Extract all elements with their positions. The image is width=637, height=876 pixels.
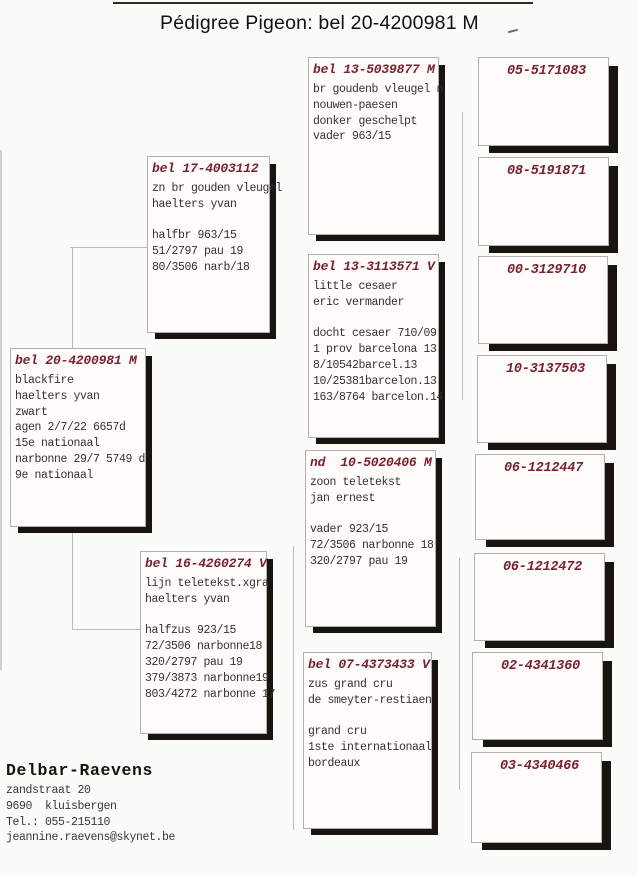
ring-number: bel 13-3113571 V [313,259,435,274]
pedigree-text-line: 72/3506 narbonne18 [145,640,263,654]
dam-card [140,551,276,734]
pedigree-text-line: haelters yvan [15,389,100,403]
ring-number: bel 17-4003112 [152,161,259,176]
pedigree-text-line: little cesaer [313,280,398,293]
pedigree-text-line: nouwen-paesen [313,98,398,112]
great-grandparent-card-1 [478,57,609,146]
great-grandparent-card-4 [477,355,607,443]
pedigree-text-line: haelters yvan [145,592,230,606]
pedigree-text-line: zus grand cru [308,678,393,691]
pedigree-text-line [310,507,432,523]
grandparent-card-4 [303,652,432,829]
connector-line [462,112,463,400]
ring-number: 06-1212447 [504,461,584,476]
great-grandparent-card-2 [478,157,609,246]
ring-number: bel 20-4200981 M [15,353,137,368]
breeder-email: jeannine.raevens@skynet.be [6,831,176,845]
connector-line [293,546,294,830]
breeder-address-line: zandstraat 20 [6,784,91,797]
scan-artifact [0,150,2,670]
page-title: Pédigree Pigeon: bel 20-4200981 M [160,12,479,34]
pedigree-text-line: jan ernest [310,491,376,505]
pedigree-text-line: 80/3506 narb/18 [152,260,250,274]
pedigree-text-line: de smeyter-restiaen [308,693,432,707]
pedigree-text-line: haelters yvan [152,197,237,211]
pedigree-text-line: grand cru [308,725,367,739]
pedigree-text-line: br goudenb vleugel n [313,83,444,96]
grandparent-card-3 [305,450,436,627]
pedigree-text-line: 10/25381barcelon.13 [313,374,437,388]
great-grandparent-card-8 [471,752,602,843]
connector-line [72,629,140,630]
pedigree-text-line: halfzus 923/15 [145,624,237,638]
pedigree-text-line: 320/2797 pau 19 [310,554,408,568]
ring-number: 03-4340466 [500,759,580,774]
pedigree-text-line: zoon teletekst [310,476,402,489]
subject-card [10,348,146,527]
great-grandparent-card-6 [474,553,605,641]
ring-number: 08-5191871 [507,164,587,179]
pedigree-text-line: bordeaux [308,756,361,770]
pedigree-text-line [145,608,263,624]
pedigree-text-line: zn br gouden vleugel [152,182,283,195]
ring-number: bel 16-4260274 V [145,556,267,571]
scan-artifact [113,2,533,4]
ring-number: 02-4341360 [501,659,581,674]
pedigree-text-line: 72/3506 narbonne 18 [310,539,434,553]
breeder-name: Delbar-Raevens [6,761,154,780]
pedigree-text-line: 1ste internationaal [308,741,432,755]
ring-number: 00-3129710 [507,263,587,278]
breeder-address-line: 9690 kluisbergen [6,799,117,813]
pedigree-text-line: donker geschelpt [313,114,418,128]
great-grandparent-card-7 [472,652,603,740]
pedigree-text-line: 163/8764 barcelon.14 [313,390,444,404]
breeder-info [6,761,175,846]
pedigree-text-line: agen 2/7/22 6657d [15,421,126,435]
pedigree-text-line: narbonne 29/7 5749 d [15,452,146,466]
connector-line [70,247,147,248]
ring-number: 10-3137503 [506,362,586,377]
ring-number: bel 07-4373433 V [308,657,430,672]
pedigree-text-line: zwart [15,405,48,419]
breeder-address-line: Tel.: 055-215110 [6,815,111,829]
pedigree-text-line: 1 prov barcelona 13 [313,343,437,357]
pedigree-text-line [313,311,435,327]
grandparent-card-1 [308,57,444,235]
pedigree-text-line: 803/4272 narbonne 17 [145,687,276,701]
ring-number: 05-5171083 [507,64,587,79]
pedigree-text-line: 379/3873 narbonne19 [145,671,269,685]
sire-card [147,156,283,333]
pedigree-text-line: vader 923/15 [310,523,389,537]
pedigree-text-line: 51/2797 pau 19 [152,245,244,259]
pedigree-text-line: docht cesaer 710/09 [313,327,437,341]
connector-line [459,558,460,790]
pedigree-text-line: halfbr 963/15 [152,229,237,243]
pedigree-text-line: 15e nationaal [15,437,100,451]
grandparent-card-2 [308,254,444,438]
pedigree-text-line: 8/10542barcel.13 [313,358,418,372]
connector-line [72,528,73,630]
pedigree-text-line: vader 963/15 [313,130,392,144]
scan-artifact [508,29,518,34]
pedigree-text-line [152,213,266,229]
pedigree-text-line: lijn teletekst.xgra [145,577,269,590]
pedigree-text-line: 320/2797 pau 19 [145,655,243,669]
ring-number: bel 13-5039877 M [313,62,435,77]
great-grandparent-card-3 [478,256,608,344]
pedigree-text-line: 9e nationaal [15,468,94,482]
pedigree-text-line [308,709,428,725]
connector-line [72,248,73,348]
ring-number: 06-1212472 [503,560,583,575]
ring-number: nd 10-5020406 M [310,455,432,470]
great-grandparent-card-5 [475,454,605,540]
pedigree-text-line: eric vermander [313,295,405,309]
pedigree-text-line: blackfire [15,374,74,387]
